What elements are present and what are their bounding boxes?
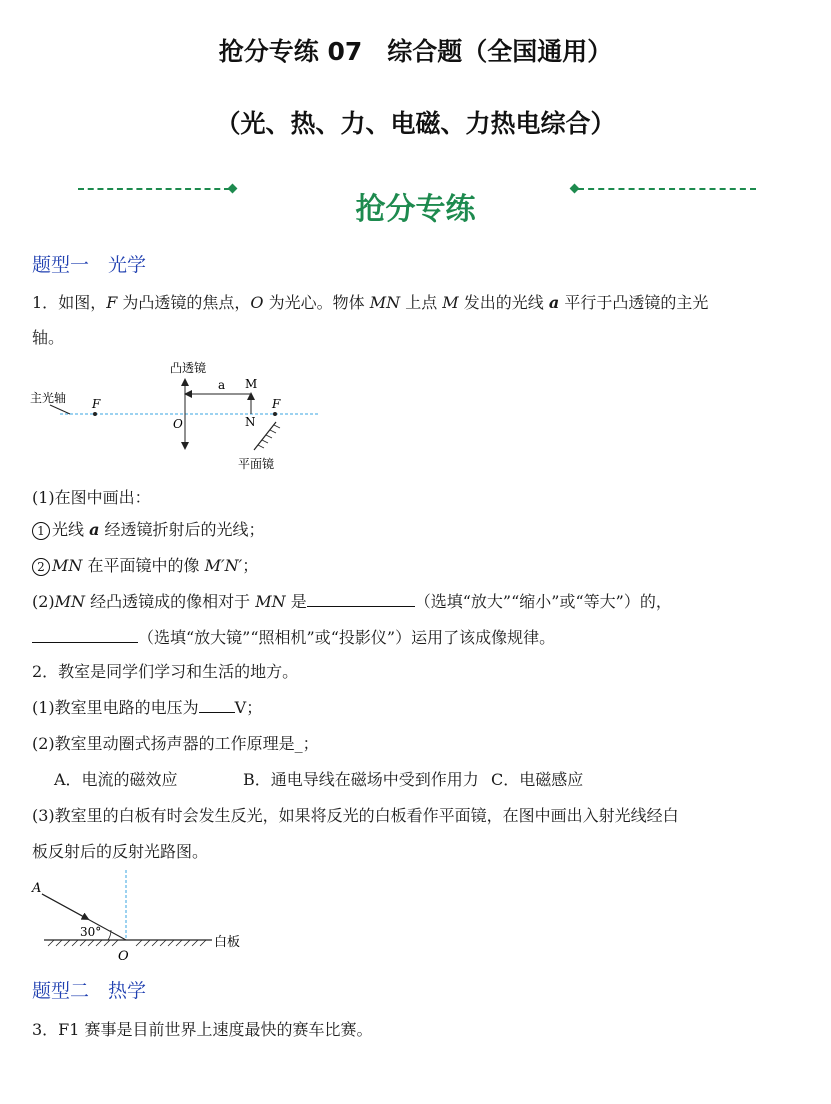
ray-a-label: a (218, 378, 226, 392)
answer-blank-1[interactable] (307, 592, 415, 607)
question-1-part-2-cont: （选填“放大镜”“照相机”或“投影仪”）运用了该成像规律。 (32, 628, 555, 647)
focal-point-left (93, 412, 97, 416)
point-a-label: A (32, 881, 42, 896)
axis-label: 主光轴 (30, 391, 67, 405)
question-2-part-3: (3)教室里的白板有时会发生反光，如果将反光的白板看作平面镜，在图中画出入射光线经白 (32, 806, 679, 825)
section-heading-heat: 题型二 热学 (32, 980, 147, 1002)
question-1-sub-2: 2 MN 在平面镜中的像 M′N′； (32, 556, 258, 576)
section-heading-optics: 题型一 光学 (32, 254, 147, 276)
question-2-part-3-cont: 板反射后的反射光路图。 (32, 842, 209, 861)
circled-1-icon: 1 (32, 522, 50, 540)
question-1-sub-1: 1 光线 a 经透镜折射后的光线； (32, 520, 265, 540)
point-n-label: N (245, 415, 256, 429)
banner-title: 抢分专练 (355, 192, 476, 227)
question-2-option-b[interactable]: B．通电导线在磁场中受到作用力 (243, 770, 479, 789)
convex-lens-diagram (30, 358, 330, 473)
point-o-label: O (118, 949, 129, 964)
question-2-part-1: (1)教室里电路的电压为 V； (32, 698, 263, 717)
angle-label: 30° (80, 925, 102, 939)
question-2-stem: 2．教室是同学们学习和生活的地方。 (32, 662, 299, 681)
whiteboard-label: 白板 (214, 935, 241, 950)
focal-label-right: F (272, 397, 281, 411)
optical-center-label: O (173, 417, 183, 431)
axis-label-leader (50, 405, 70, 414)
question-2-option-a[interactable]: A．电流的磁效应 (54, 770, 178, 789)
answer-blank-2[interactable] (32, 628, 138, 643)
page-subtitle: （光、热、力、电磁、力热电综合） (215, 109, 616, 138)
question-3-stem: 3．F1 赛事是目前世界上速度最快的赛车比赛。 (32, 1020, 373, 1039)
question-1-part-2: (2)MN 经凸透镜成的像相对于 MN 是 （选填“放大”“缩小”或“等大”）的， (32, 592, 672, 611)
mirror-label: 平面镜 (238, 457, 275, 471)
lens-top-arrow-icon (181, 378, 189, 386)
question-2-option-c[interactable]: C．电磁感应 (491, 770, 584, 789)
lens-label: 凸透镜 (170, 361, 207, 375)
question-1-stem: 1．如图，F 为凸透镜的焦点，O 为光心。物体 MN 上点 M 发出的光线 a 平行于凸透镜的主光 (32, 293, 709, 312)
whiteboard-reflection-diagram (28, 868, 268, 963)
banner-dash-right (578, 188, 756, 190)
point-m-label: M (245, 377, 258, 391)
answer-blank-voltage[interactable] (199, 698, 235, 713)
question-1-part-1: (1)在图中画出： (32, 488, 151, 507)
plane-mirror-hatch (258, 425, 280, 448)
question-2-part-2: (2)教室里动圈式扬声器的工作原理是_； (32, 734, 319, 753)
page-title: 抢分专练 07 综合题（全国通用） (218, 37, 613, 66)
whiteboard-hatch (48, 940, 206, 946)
incident-ray-arrow-icon (42, 894, 86, 918)
focal-label-left: F (92, 397, 101, 411)
circled-2-icon: 2 (32, 558, 50, 576)
plane-mirror (254, 422, 276, 450)
lens-bottom-arrow-icon (181, 442, 189, 450)
focal-point-right (273, 412, 277, 416)
question-1-stem-cont: 轴。 (32, 328, 65, 347)
